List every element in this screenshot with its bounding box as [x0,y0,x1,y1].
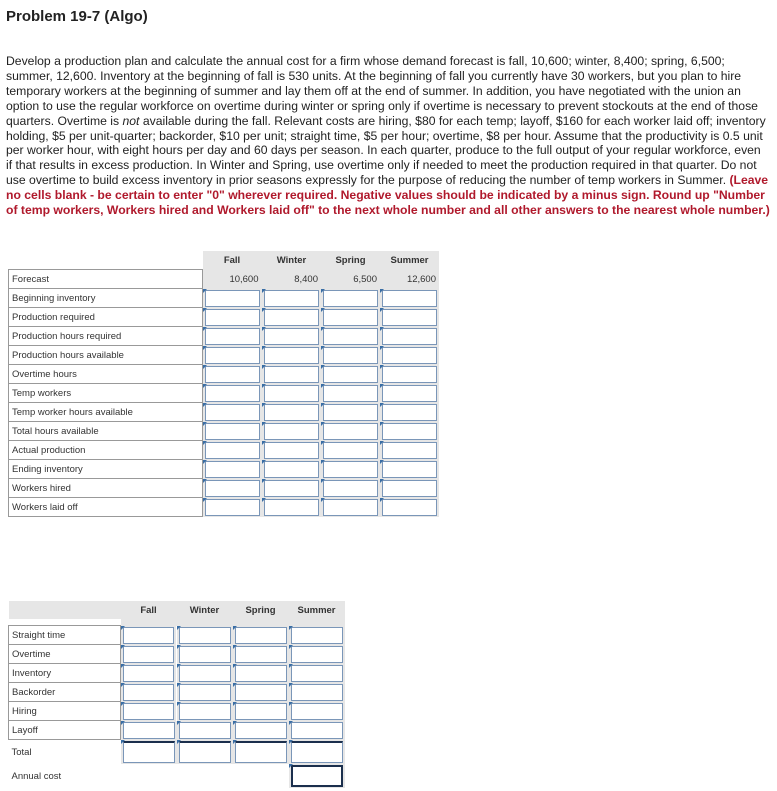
beginning-inventory-spring-input[interactable] [323,290,378,307]
actual-production-fall-cell [203,441,263,460]
input-corner-flag-icon [203,365,207,369]
input-corner-flag-icon [177,721,181,725]
production-required-summer-input[interactable] [382,309,437,326]
production-hours-required-summer-input[interactable] [382,328,437,345]
input-corner-flag-icon [289,626,293,630]
beginning-inventory-summer-input[interactable] [382,290,437,307]
ending-inventory-winter-cell [262,460,321,479]
cost-inventory-fall-cell [121,664,177,683]
row-label-beginning-inventory: Beginning inventory [9,289,203,308]
input-corner-flag-icon [203,460,207,464]
table-row [9,441,440,460]
table-row [9,626,345,645]
forecast-value-spring: 6,500 [321,270,380,289]
workers-hired-summer-input[interactable] [382,480,437,497]
actual-production-winter-input[interactable] [264,442,319,459]
cost-overtime-fall-cell [121,645,177,664]
cost-column-header-summer: Summer [289,601,345,619]
overtime-hours-fall-cell [203,365,263,384]
production-hours-required-summer-cell [380,327,439,346]
actual-production-summer-cell [380,441,439,460]
ending-inventory-fall-input[interactable] [205,461,260,478]
temp-worker-hours-available-fall-input[interactable] [205,404,260,421]
row-label-forecast: Forecast [9,270,203,289]
input-corner-flag-icon [321,479,325,483]
input-corner-flag-icon [262,308,266,312]
cost-inventory-summer-cell [289,664,345,683]
workers-laid-off-summer-input[interactable] [382,499,437,516]
input-corner-flag-icon [321,403,325,407]
input-corner-flag-icon [380,384,384,388]
input-corner-flag-icon [203,479,207,483]
column-header-fall: Fall [203,251,263,270]
cost-row-label-straight-time: Straight time [9,626,121,645]
table-row [9,498,440,517]
input-corner-flag-icon [233,683,237,687]
temp-worker-hours-available-spring-cell [321,403,380,422]
input-corner-flag-icon [321,441,325,445]
workers-laid-off-fall-cell [203,498,263,517]
table-row [9,740,345,765]
overtime-hours-spring-cell [321,365,380,384]
input-corner-flag-icon [321,365,325,369]
temp-workers-spring-input[interactable] [323,385,378,402]
cost-overtime-spring-input[interactable] [235,646,287,663]
row-label-production-required: Production required [9,308,203,327]
cost-row-label-layoff: Layoff [9,721,121,740]
cost-backorder-spring-cell [233,683,289,702]
beginning-inventory-winter-input[interactable] [264,290,319,307]
cost-inventory-spring-input[interactable] [235,665,287,682]
cost-row-label-total: Total [11,746,32,758]
cost-total-summer-input[interactable] [291,741,343,764]
input-corner-flag-icon [380,346,384,350]
input-corner-flag-icon [177,626,181,630]
production-hours-available-winter-input[interactable] [264,347,319,364]
cost-column-header-spring: Spring [233,601,289,619]
forecast-value-fall: 10,600 [203,270,263,289]
workers-hired-winter-input[interactable] [264,480,319,497]
input-corner-flag-icon [121,626,125,630]
production-required-winter-input[interactable] [264,309,319,326]
cost-row-label-backorder: Backorder [9,683,121,702]
prompt-text-2: available during the fall. Relevant costs are hiring, $80 for each temp; layoff, $160 for each worker laid off; inventory holding, $5 per unit-quarter; backorder, $10 per unit; straight time, $5 per hour; overtime, $8 per hour. Assume that the productivity is 0.5 unit per worker hour, with eight hours per day and 60 days per season. In each quarter, produce to the full output of your regular workforce, even if that results in excess production. In Winter and Spring, use overtime only if needed to meet the production required in that quarter. Do not use overtime to build excess inventory in prior seasons expressly for the purpose of reducing the number of temp workers in Summer. [6,113,766,188]
cost-total-spring-cell [233,740,289,765]
total-hours-available-spring-cell [321,422,380,441]
beginning-inventory-summer-cell [380,289,439,308]
input-corner-flag-icon [121,664,125,668]
production-required-winter-cell [262,308,321,327]
input-corner-flag-icon [321,308,325,312]
cost-hiring-winter-cell [177,702,233,721]
temp-workers-spring-cell [321,384,380,403]
input-corner-flag-icon [262,346,266,350]
input-corner-flag-icon [203,327,207,331]
cost-overtime-summer-input[interactable] [291,646,343,663]
production-hours-available-summer-cell [380,346,439,365]
input-corner-flag-icon [262,384,266,388]
beginning-inventory-spring-cell [321,289,380,308]
row-label-temp-worker-hours-available: Temp worker hours available [9,403,203,422]
cost-overtime-winter-input[interactable] [179,646,231,663]
cost-straight-time-fall-input[interactable] [123,627,174,644]
cost-straight-time-spring-cell [233,626,289,645]
cost-hiring-winter-input[interactable] [179,703,231,720]
input-corner-flag-icon [177,740,181,744]
table-row [9,308,440,327]
ending-inventory-summer-cell [380,460,439,479]
input-corner-flag-icon [380,365,384,369]
input-corner-flag-icon [380,289,384,293]
input-corner-flag-icon [177,645,181,649]
input-corner-flag-icon [380,498,384,502]
input-corner-flag-icon [321,498,325,502]
production-required-summer-cell [380,308,439,327]
input-corner-flag-icon [262,422,266,426]
ending-inventory-spring-cell [321,460,380,479]
prompt-text-1: Develop a production plan and calculate the annual cost for a firm whose demand forecast is fall, 10,600; winter, 8,400; spring, 6,500; summer, 12,600. Inventory at the beginning of fall is 530 units. At the beginning of fall you currently have 30 workers, but you plan to hire temporary workers at the beginning of summer and lay them off at the end of summer. In addition, you have negotiated with the union an option to use the regular workforce on overtime during winter or spring only if overtime is necessary to prevent stockouts at the end of those quarters. Overtime is [6,54,758,128]
input-corner-flag-icon [380,441,384,445]
total-hours-available-fall-cell [203,422,263,441]
input-corner-flag-icon [177,702,181,706]
production-hours-required-fall-cell [203,327,263,346]
input-corner-flag-icon [121,645,125,649]
cost-layoff-summer-cell [289,721,345,740]
workers-hired-fall-cell [203,479,263,498]
cost-total-fall-input[interactable] [123,741,175,764]
total-hours-available-winter-cell [262,422,321,441]
table-row [9,683,345,702]
input-corner-flag-icon [289,664,293,668]
cost-row-label-annual-cost: Annual cost [11,770,62,782]
production-required-spring-input[interactable] [323,309,378,326]
input-corner-flag-icon [262,460,266,464]
input-corner-flag-icon [380,460,384,464]
beginning-inventory-winter-cell [262,289,321,308]
input-corner-flag-icon [380,403,384,407]
input-corner-flag-icon [233,740,237,744]
cost-row-label-inventory: Inventory [9,664,121,683]
overtime-hours-winter-input[interactable] [264,366,319,383]
beginning-inventory-fall-cell [203,289,263,308]
row-label-total-hours-available: Total hours available [9,422,203,441]
production-hours-required-spring-cell [321,327,380,346]
row-label-overtime-hours: Overtime hours [9,365,203,384]
total-hours-available-winter-input[interactable] [264,423,319,440]
input-corner-flag-icon [262,403,266,407]
forecast-value-summer: 12,600 [380,270,439,289]
temp-workers-summer-cell [380,384,439,403]
input-corner-flag-icon [121,721,125,725]
column-header-winter: Winter [262,251,321,270]
actual-production-winter-cell [262,441,321,460]
table-row [9,346,440,365]
cost-inventory-summer-input[interactable] [291,665,343,682]
production-hours-required-winter-input[interactable] [264,328,319,345]
cost-column-header-winter: Winter [177,601,233,619]
production-plan-rows [9,289,440,517]
temp-worker-hours-available-fall-cell [203,403,263,422]
input-corner-flag-icon [203,498,207,502]
input-corner-flag-icon [233,626,237,630]
workers-hired-winter-cell [262,479,321,498]
cost-backorder-spring-input[interactable] [235,684,287,701]
workers-laid-off-winter-input[interactable] [264,499,319,516]
total-hours-available-spring-input[interactable] [323,423,378,440]
input-corner-flag-icon [289,702,293,706]
input-corner-flag-icon [233,721,237,725]
cost-hiring-spring-input[interactable] [235,703,287,720]
input-corner-flag-icon [262,289,266,293]
cost-hiring-summer-cell [289,702,345,721]
cost-hiring-fall-cell [121,702,177,721]
overtime-hours-winter-cell [262,365,321,384]
production-hours-required-winter-cell [262,327,321,346]
temp-worker-hours-available-summer-cell [380,403,439,422]
workers-laid-off-winter-cell [262,498,321,517]
cost-rows [9,619,345,788]
input-corner-flag-icon [203,403,207,407]
empty-cell [177,764,233,788]
input-corner-flag-icon [233,702,237,706]
cost-inventory-winter-cell [177,664,233,683]
cost-annual-cell [289,764,345,788]
cost-straight-time-spring-input[interactable] [235,627,287,644]
beginning-inventory-fall-input[interactable] [205,290,260,307]
cost-straight-time-summer-cell [289,626,345,645]
cost-table [8,601,345,788]
production-hours-available-fall-input[interactable] [205,347,260,364]
overtime-hours-fall-input[interactable] [205,366,260,383]
input-corner-flag-icon [262,479,266,483]
ending-inventory-summer-input[interactable] [382,461,437,478]
table-row [9,664,345,683]
workers-hired-spring-cell [321,479,380,498]
temp-worker-hours-available-winter-cell [262,403,321,422]
workers-laid-off-spring-input[interactable] [323,499,378,516]
input-corner-flag-icon [203,289,207,293]
prompt-emphasis: not [122,113,140,128]
cost-overtime-summer-cell [289,645,345,664]
prompt-instruction: (Leave no cells blank - be certain to enter "0" wherever required. Negative values should be indicated by a minus sign. Round up "Number of temp workers, Workers hired and Workers laid off" to the next whole number and all other answers to the nearest whole number.) [6,173,770,218]
row-label-workers-laid-off: Workers laid off [9,498,203,517]
input-corner-flag-icon [203,441,207,445]
cost-overtime-fall-input[interactable] [123,646,174,663]
input-corner-flag-icon [121,740,125,744]
workers-laid-off-fall-input[interactable] [205,499,260,516]
workers-hired-spring-input[interactable] [323,480,378,497]
table-row [9,384,440,403]
table-row [9,327,440,346]
row-label-actual-production: Actual production [9,441,203,460]
input-corner-flag-icon [121,683,125,687]
cost-layoff-fall-cell [121,721,177,740]
row-label-workers-hired: Workers hired [9,479,203,498]
cost-annual-input[interactable] [291,765,343,787]
table-row [9,289,440,308]
input-corner-flag-icon [262,327,266,331]
production-hours-required-spring-input[interactable] [323,328,378,345]
input-corner-flag-icon [380,479,384,483]
actual-production-summer-input[interactable] [382,442,437,459]
input-corner-flag-icon [289,764,293,768]
cost-row-label-overtime: Overtime [9,645,121,664]
input-corner-flag-icon [262,365,266,369]
cost-total-winter-input[interactable] [179,741,231,764]
input-corner-flag-icon [289,740,293,744]
input-corner-flag-icon [233,664,237,668]
ending-inventory-winter-input[interactable] [264,461,319,478]
column-header-summer: Summer [380,251,439,270]
production-required-spring-cell [321,308,380,327]
cost-total-summer-cell [289,740,345,765]
input-corner-flag-icon [262,441,266,445]
cost-total-fall-cell [121,740,177,765]
cost-overtime-winter-cell [177,645,233,664]
row-label-production-hours-required: Production hours required [9,327,203,346]
production-hours-available-winter-cell [262,346,321,365]
workers-hired-fall-input[interactable] [205,480,260,497]
input-corner-flag-icon [121,702,125,706]
temp-worker-hours-available-winter-input[interactable] [264,404,319,421]
cost-hiring-spring-cell [233,702,289,721]
header-blank [9,251,203,270]
input-corner-flag-icon [203,422,207,426]
cost-column-header-fall: Fall [121,601,177,619]
problem-title: Problem 19-7 (Algo) [6,8,148,25]
workers-laid-off-spring-cell [321,498,380,517]
temp-worker-hours-available-spring-input[interactable] [323,404,378,421]
cost-layoff-winter-cell [177,721,233,740]
actual-production-spring-cell [321,441,380,460]
input-corner-flag-icon [289,645,293,649]
row-label-temp-workers: Temp workers [9,384,203,403]
table-row [9,365,440,384]
temp-workers-fall-cell [203,384,263,403]
cost-backorder-fall-input[interactable] [123,684,174,701]
input-corner-flag-icon [177,664,181,668]
input-corner-flag-icon [262,498,266,502]
forecast-value-winter: 8,400 [262,270,321,289]
input-corner-flag-icon [203,384,207,388]
cost-layoff-spring-input[interactable] [235,722,287,739]
temp-workers-winter-input[interactable] [264,385,319,402]
cost-backorder-summer-cell [289,683,345,702]
cost-layoff-spring-cell [233,721,289,740]
input-corner-flag-icon [203,308,207,312]
cost-layoff-summer-input[interactable] [291,722,343,739]
production-hours-available-fall-cell [203,346,263,365]
column-header-spring: Spring [321,251,380,270]
input-corner-flag-icon [321,460,325,464]
input-corner-flag-icon [177,683,181,687]
total-hours-available-summer-cell [380,422,439,441]
total-hours-available-fall-input[interactable] [205,423,260,440]
temp-workers-winter-cell [262,384,321,403]
temp-worker-hours-available-summer-input[interactable] [382,404,437,421]
problem-statement [6,54,770,218]
input-corner-flag-icon [380,308,384,312]
cost-row-label-hiring: Hiring [9,702,121,721]
cost-overtime-spring-cell [233,645,289,664]
table-row [9,403,440,422]
input-corner-flag-icon [289,721,293,725]
cost-straight-time-winter-input[interactable] [179,627,231,644]
cost-straight-time-summer-input[interactable] [291,627,343,644]
input-corner-flag-icon [321,327,325,331]
input-corner-flag-icon [380,327,384,331]
cost-backorder-fall-cell [121,683,177,702]
overtime-hours-summer-cell [380,365,439,384]
production-hours-required-fall-input[interactable] [205,328,260,345]
production-hours-available-spring-input[interactable] [323,347,378,364]
empty-cell [233,764,289,788]
overtime-hours-summer-input[interactable] [382,366,437,383]
cost-inventory-spring-cell [233,664,289,683]
cost-backorder-summer-input[interactable] [291,684,343,701]
cost-backorder-winter-cell [177,683,233,702]
table-row [9,645,345,664]
ending-inventory-spring-input[interactable] [323,461,378,478]
production-required-fall-input[interactable] [205,309,260,326]
temp-workers-summer-input[interactable] [382,385,437,402]
input-corner-flag-icon [233,645,237,649]
production-hours-available-spring-cell [321,346,380,365]
total-hours-available-summer-input[interactable] [382,423,437,440]
input-corner-flag-icon [289,683,293,687]
input-corner-flag-icon [203,346,207,350]
production-hours-available-summer-input[interactable] [382,347,437,364]
production-required-fall-cell [203,308,263,327]
input-corner-flag-icon [321,289,325,293]
temp-workers-fall-input[interactable] [205,385,260,402]
cost-straight-time-winter-cell [177,626,233,645]
input-corner-flag-icon [321,422,325,426]
table-row [9,479,440,498]
production-plan-table [8,251,440,517]
cost-inventory-fall-input[interactable] [123,665,174,682]
cost-straight-time-fall-cell [121,626,177,645]
cost-inventory-winter-input[interactable] [179,665,231,682]
actual-production-fall-input[interactable] [205,442,260,459]
cost-layoff-fall-input[interactable] [123,722,175,739]
table-row [9,721,345,740]
row-label-production-hours-available: Production hours available [9,346,203,365]
cost-backorder-winter-input[interactable] [179,684,231,701]
cost-header-blank [9,601,121,619]
table-row [9,764,345,788]
input-corner-flag-icon [380,422,384,426]
empty-cell [121,764,177,788]
overtime-hours-spring-input[interactable] [323,366,378,383]
input-corner-flag-icon [321,346,325,350]
input-corner-flag-icon [321,384,325,388]
table-row [9,460,440,479]
actual-production-spring-input[interactable] [323,442,378,459]
cost-total-spring-input[interactable] [235,741,287,764]
cost-total-winter-cell [177,740,233,765]
workers-laid-off-summer-cell [380,498,439,517]
table-row [9,702,345,721]
workers-hired-summer-cell [380,479,439,498]
row-label-ending-inventory: Ending inventory [9,460,203,479]
cost-layoff-winter-input[interactable] [179,722,231,739]
cost-hiring-fall-input[interactable] [123,703,174,720]
table-row [9,422,440,441]
ending-inventory-fall-cell [203,460,263,479]
cost-hiring-summer-input[interactable] [291,703,343,720]
